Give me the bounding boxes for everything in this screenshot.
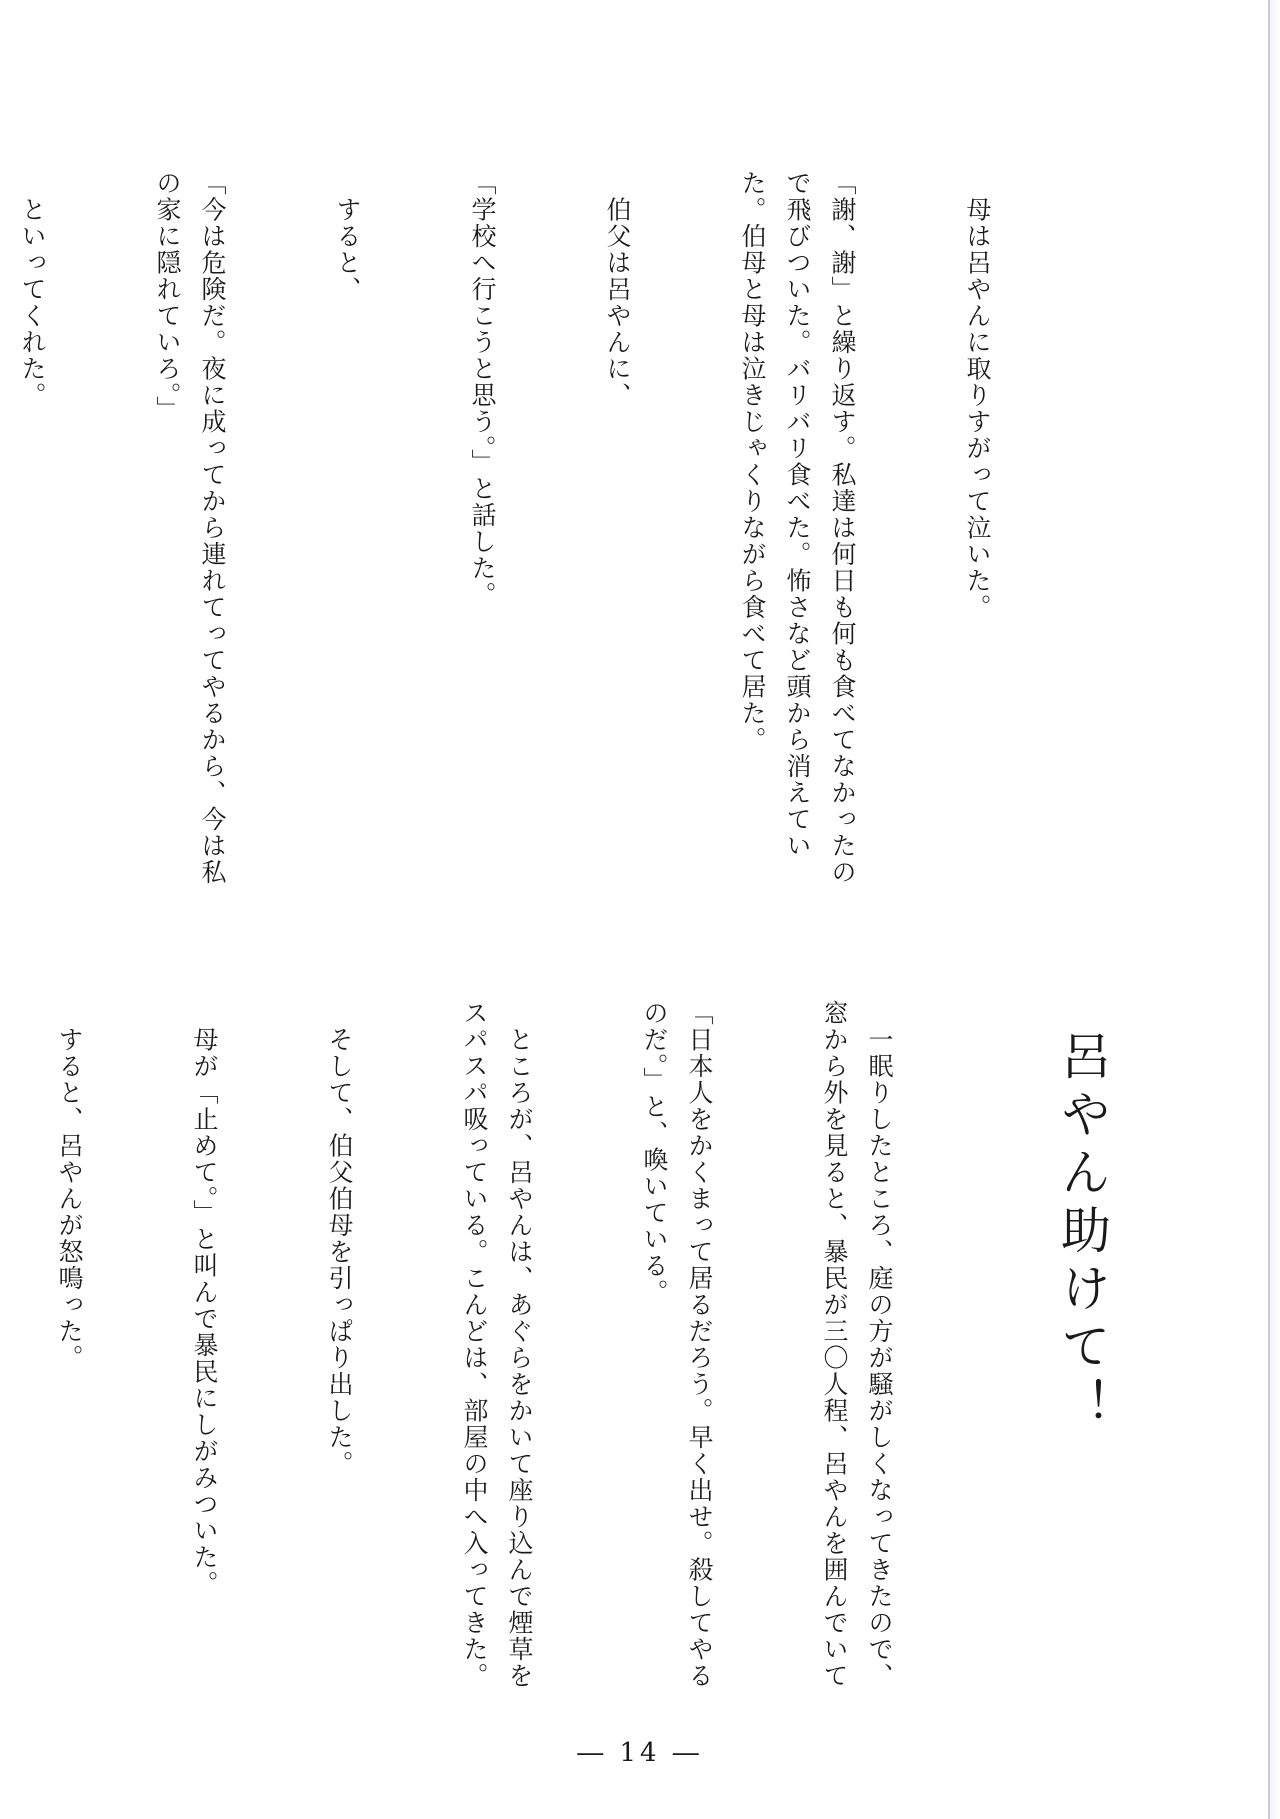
paragraph: 「今は危険だ。夜に成ってから連れてってやるから、今は私の家に隠れていろ。」 <box>153 170 227 886</box>
paragraph: そして、伯父伯母を引っぱり出した。 <box>325 1000 354 1477</box>
paragraph: 一眠りしたところ、庭の方が騒がしくなってきたので、窓から外を見ると、暴民が三〇人程、呂やんを囲んでいて <box>820 1000 894 1689</box>
paragraph: 「謝、謝」と繰り返す。私達は何日も何も食べてなかったので飛びついた。バリバリ食べた。怖さなど頭から消えていた。伯母と母は泣きじゃくりながら食べて居た。 <box>738 170 857 886</box>
section-title: 呂やん助けて！ <box>1053 1030 1111 1436</box>
paragraph: 母が「止めて。」と叫んで暴民にしがみついた。 <box>190 1000 219 1597</box>
page-edge-shadow <box>1270 0 1280 1819</box>
paragraph: 伯父は呂やんに、 <box>603 170 632 409</box>
page-edge <box>1268 0 1270 1819</box>
paragraph: ところが、呂やんは、あぐらをかいて座り込んで煙草をスパスパ吸っている。こんどは、部屋の中へ入ってきた。 <box>460 1000 534 1689</box>
paragraph: すると、呂やんが怒鳴った。 <box>55 1000 84 1371</box>
upper-text-block <box>18 170 1090 895</box>
paragraph: 「学校へ行こうと思う。」と話した。 <box>468 170 497 608</box>
page-number: ― 14 ― <box>577 1738 703 1768</box>
paragraph: といってくれた。 <box>18 170 47 409</box>
paragraph: すると、 <box>333 170 362 303</box>
lower-text-block <box>55 1000 992 1700</box>
paragraph: 「日本人をかくまって居るだろう。早く出せ。殺してやるのだ。」と、喚いている。 <box>640 1000 714 1689</box>
paragraph: 母は呂やんに取りすがって泣いた。 <box>963 170 992 621</box>
